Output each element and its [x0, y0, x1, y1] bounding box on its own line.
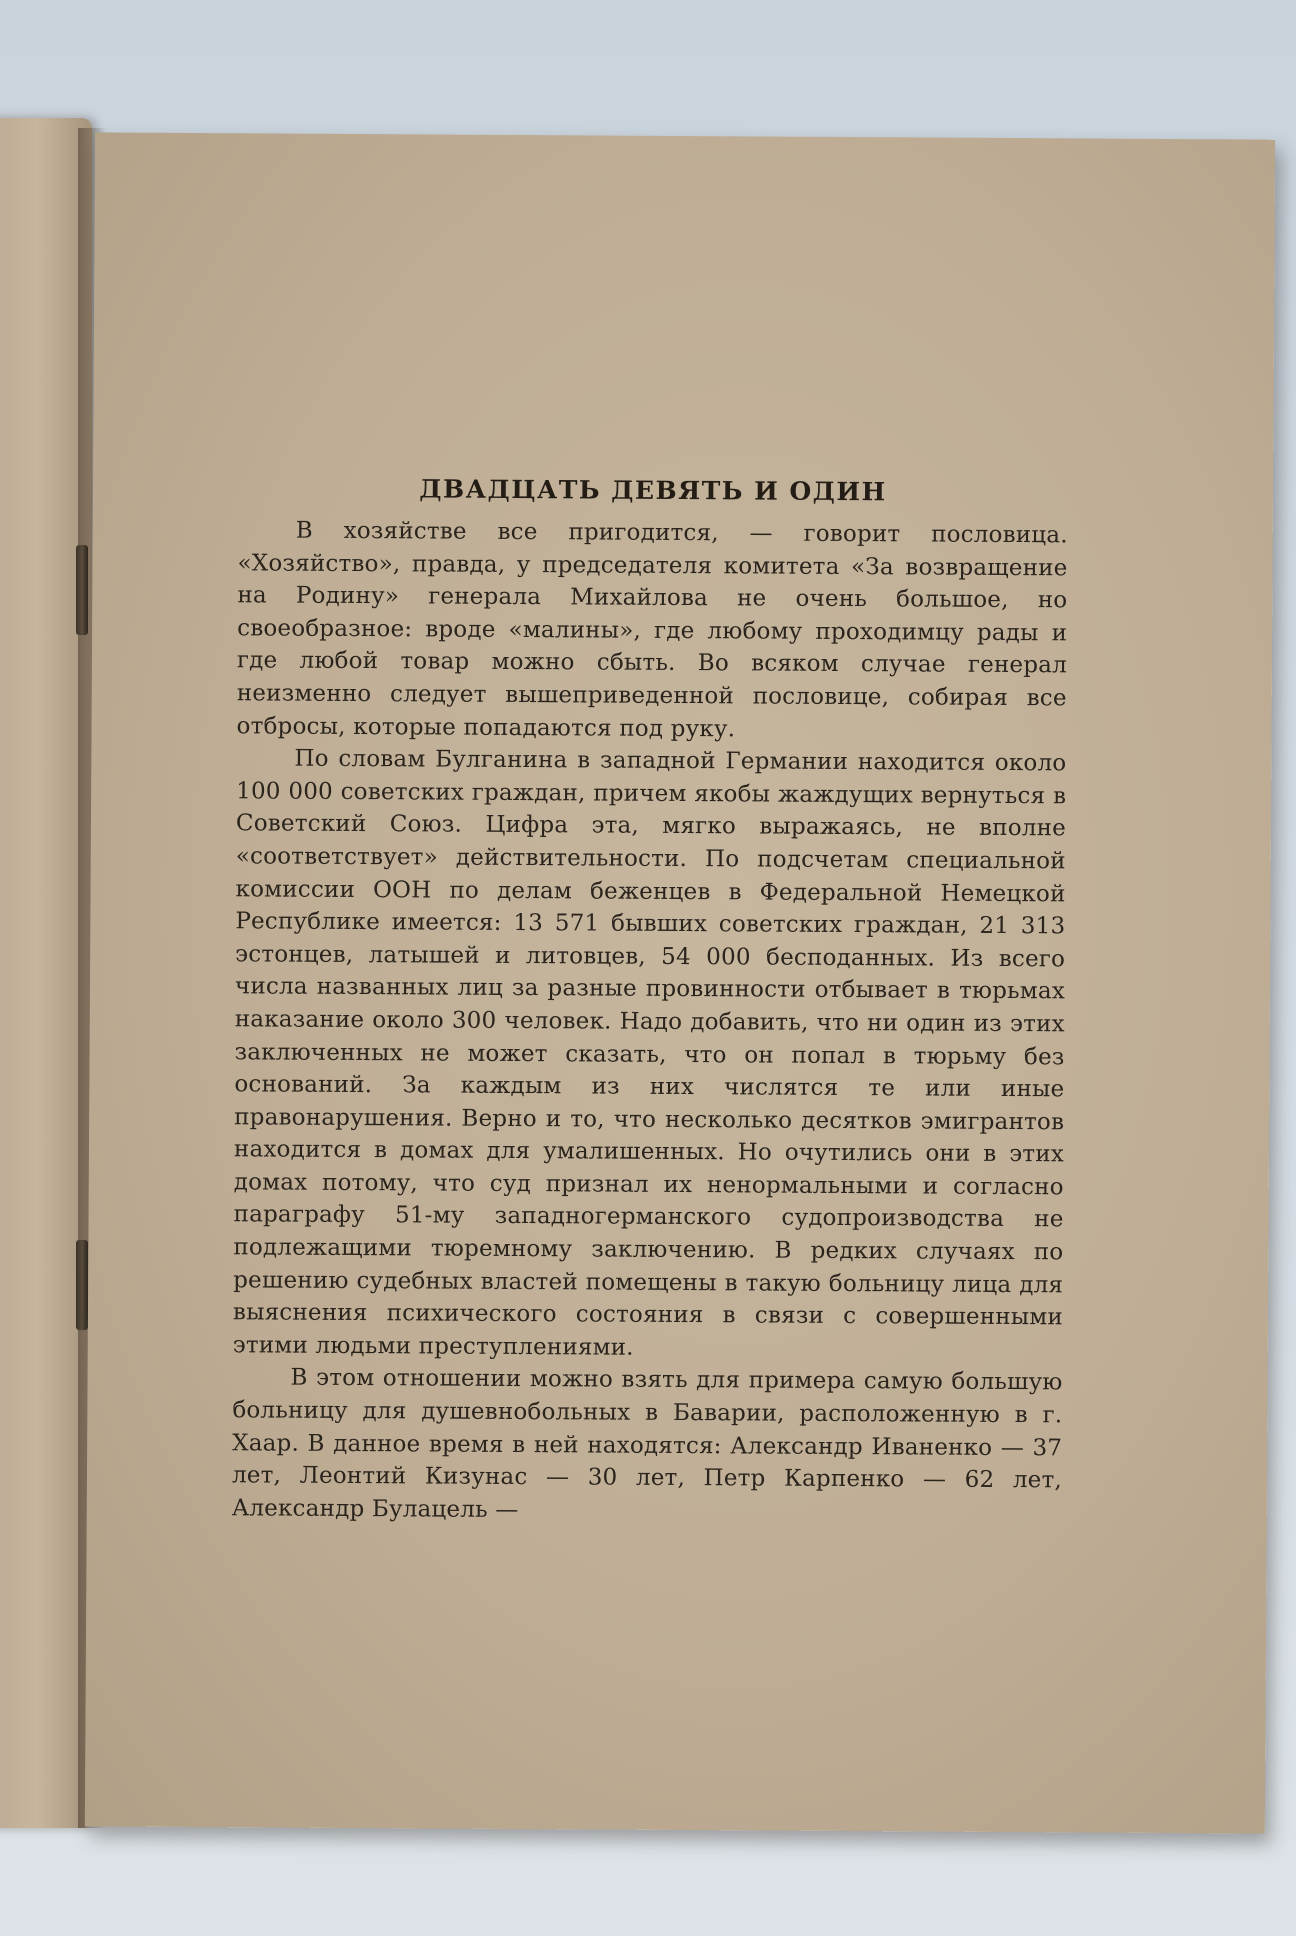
booklet-page: [85, 132, 1275, 1833]
paragraph-1: В хозяйстве все пригодится, — говорит пословица. «Хозяйство», правда, у председателя комитета «За возвращение на Родину» генерала Михайлова не очень большое, но своеобразное: вроде «малины», где любому проходимцу рады и где любой товар можно сбыть. Во всяком случае генерал неизменно следует вышеприведенной пословице, собирая все отбросы, которые попадаются под руку.: [236, 517, 1068, 742]
paragraph-3: В этом отношении можно взять для примера самую большую больницу для душевнобольных в Баварии, расположенную в г. Хаар. В данное время в ней находятся: Александр Иваненко — 37 лет, Леонтий Кизунас — 30 лет, Петр Карпенко — 62 лет, Александр Булацель —: [231, 1365, 1063, 1523]
staple-bottom: [76, 1240, 88, 1330]
paragraph-2: По словам Булганина в западной Германии находится около 100 000 советских граждан, причем якобы жаждущих вернуться в Советский Союз. Цифра эта, мягко выражаясь, не вполне «соответствует» действительности. По подсчетам специальной комиссии ООН по делам беженцев в Федеральной Немецкой Республике имеется: 13 571 бывших советских граждан, 21 313 эстонцев, латышей и литовцев, 54 000 бесподанных. Из всего числа названных лиц за разные провинности отбывает в тюрьмах наказание около 300 человек. Надо добавить, что ни один из этих заключенных не может сказать, что он попал в тюрьму без оснований. За каждым из них числятся те или иные правонарушения. Верно и то, что несколько десятков эмигрантов находится в домах для умалишенных. Но очутились они в этих домах потому, что суд признал их ненормальными и согласно параграфу 51-му западногерманского судопроизводства не подлежащими тюремному заключению. В редких случаях по решению судебных властей помещены в такую больницу лица для выяснения психического состояния в связи с совершенными этими людьми преступлениями.: [232, 745, 1067, 1361]
page-content: [232, 473, 1068, 1529]
page-title: ДВАДЦАТЬ ДЕВЯТЬ И ОДИН: [419, 474, 887, 507]
staple-top: [76, 545, 88, 635]
